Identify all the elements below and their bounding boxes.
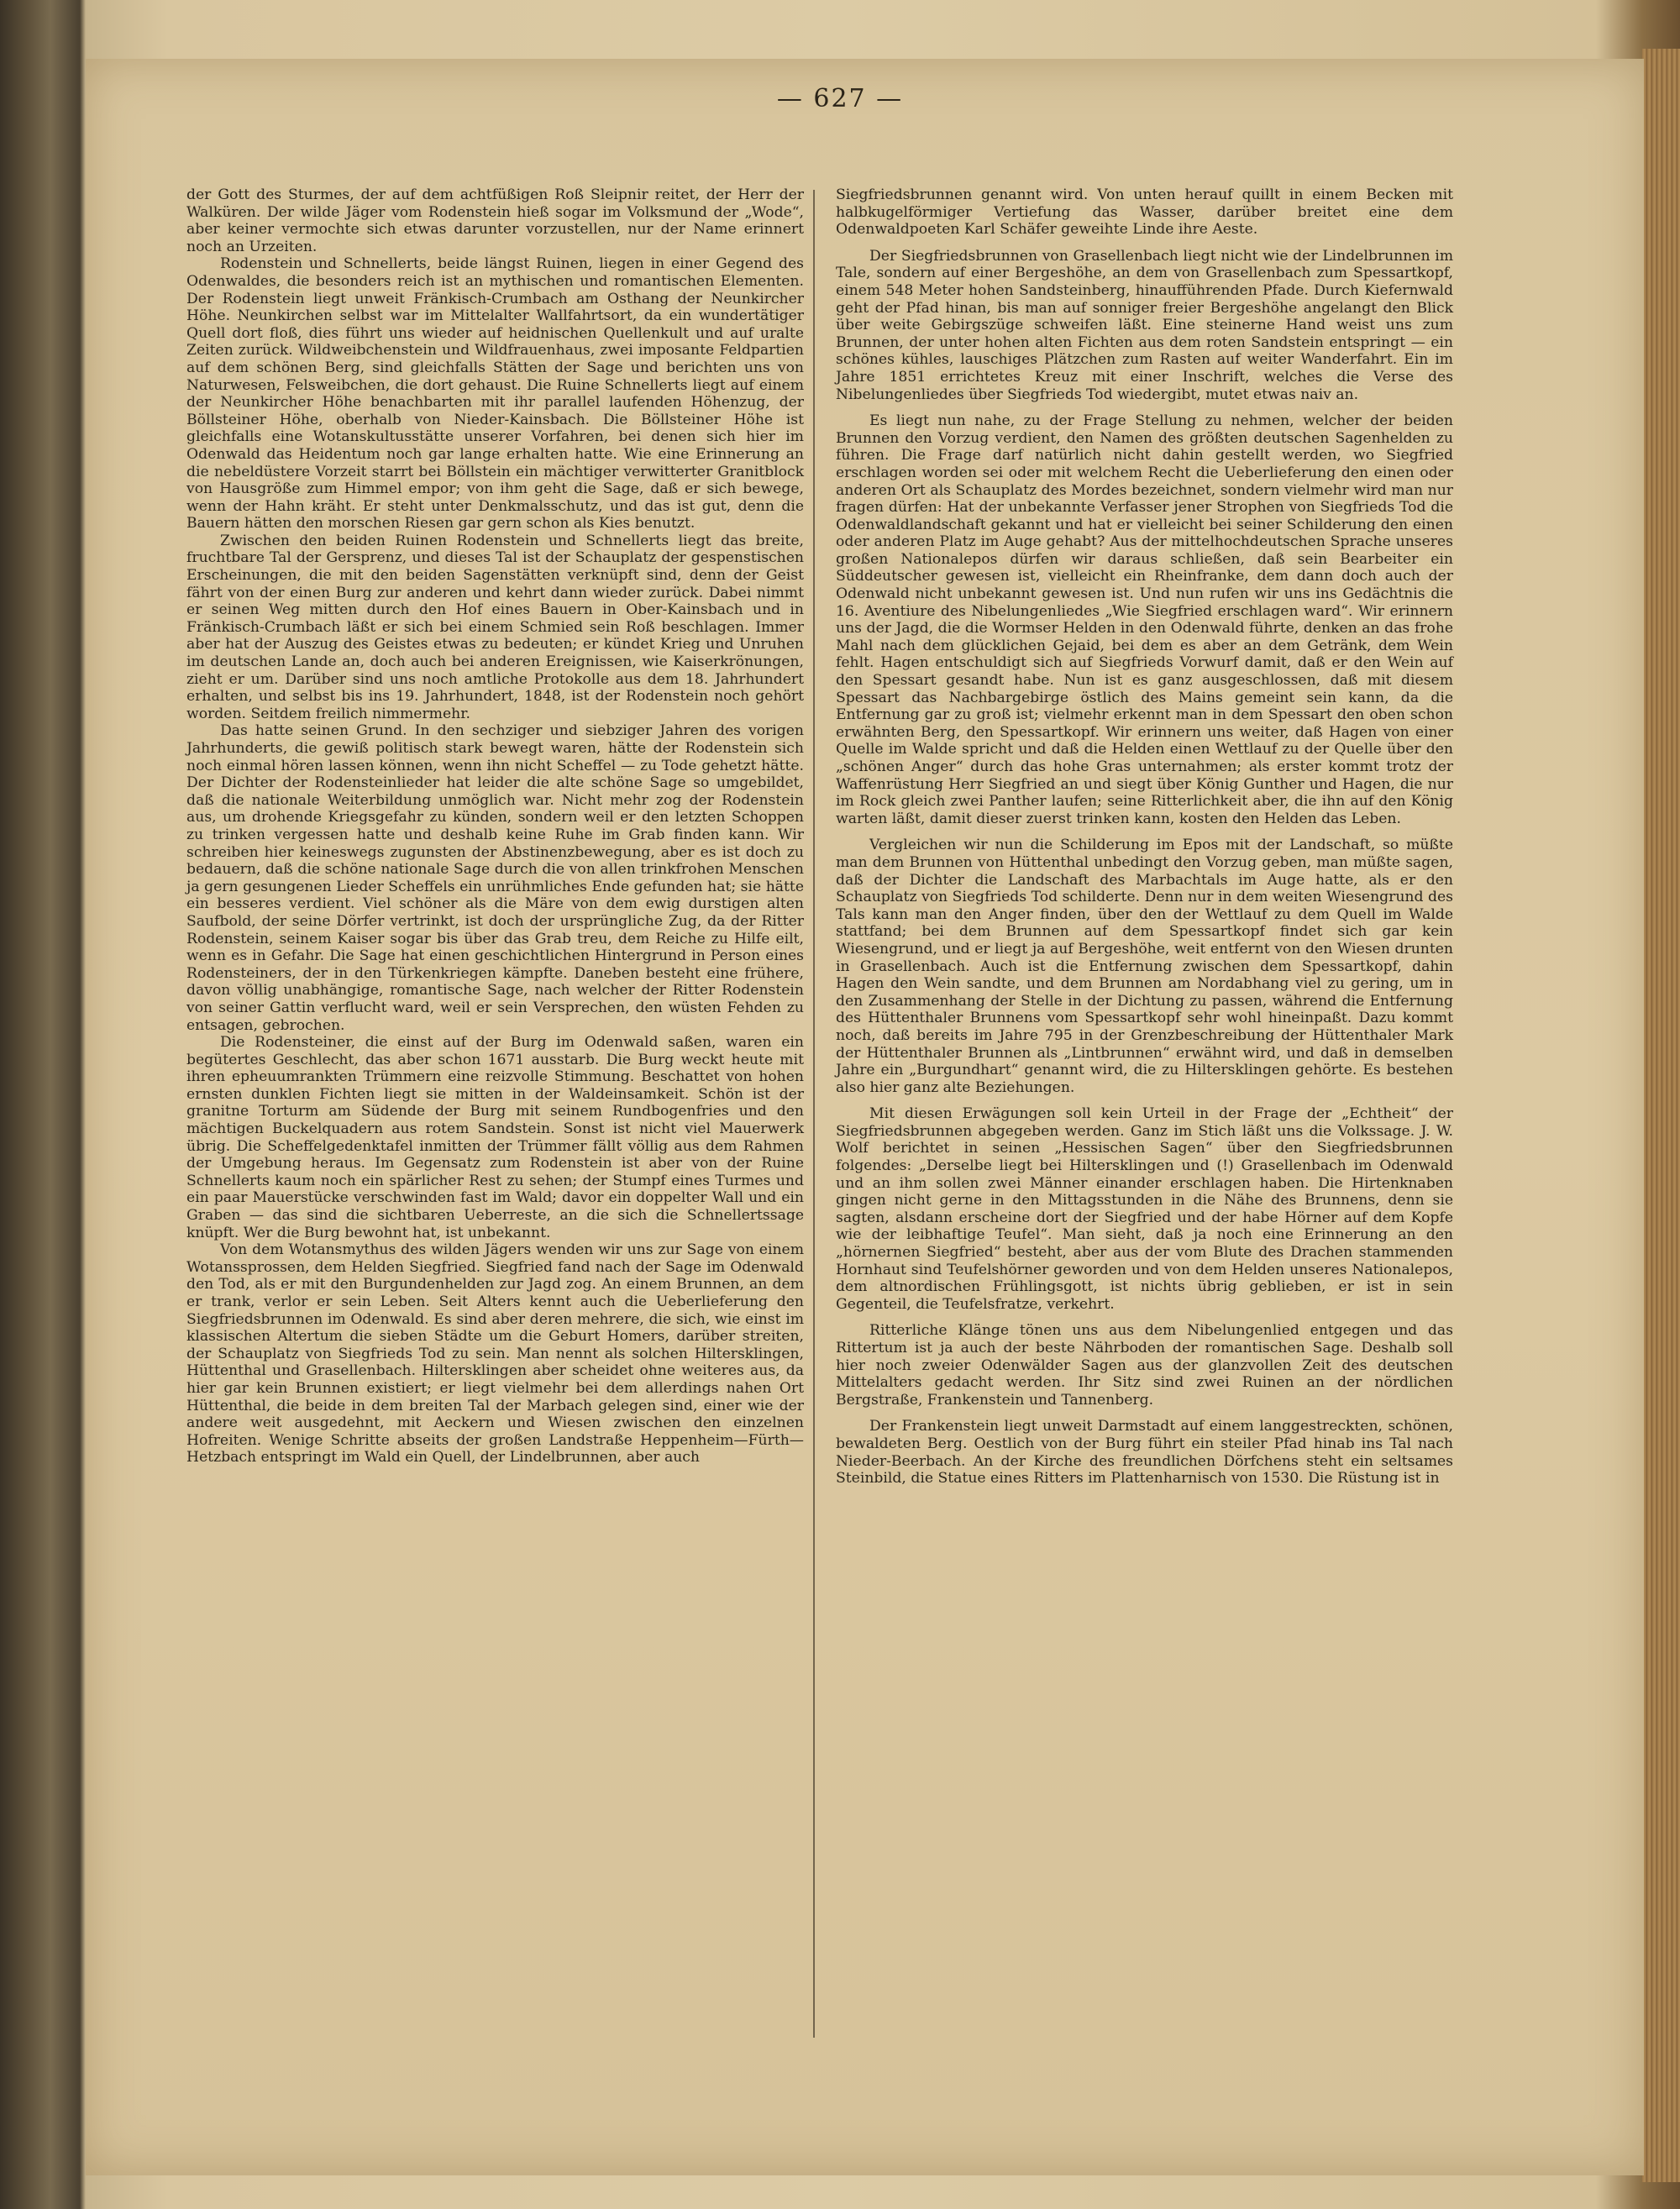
- paragraph: Der Frankenstein liegt unweit Darmstadt auf einem langgestreckten, schönen, bewaldeten Berg. Oestlich von der Burg führt ein steiler Pfad hinab ins Tal nach Nieder-Beerbach. An der Kirche des freundlichen Dörfchens steht ein seltsames Steinbild, die Statue eines Ritters im Plattenharnisch von 1530. Die Rüstung ist in: [836, 1418, 1453, 1488]
- paragraph: Die Rodensteiner, die einst auf der Burg im Odenwald saßen, waren ein begütertes Geschlecht, das aber schon 1671 ausstarb. Die Burg weckt heute mit ihren epheuumrankten Trümmern eine reizvolle Stimmung. Beschattet von hohen ernsten dunklen Fichten liegt sie mitten in der Waldeinsamkeit. Schön ist der granitne Torturm am Südende der Burg mit seinem Rundbogenfries und den mächtigen Buckelquadern aus rotem Sandstein. Sonst ist nicht viel Mauerwerk übrig. Die Scheffelgedenktafel inmitten der Trümmer fällt völlig aus dem Rahmen der Umgebung heraus. Im Gegensatz zum Rodenstein ist aber von der Ruine Schnellerts kaum noch ein spärlicher Rest zu sehen; der Stumpf eines Turmes und ein paar Mauerstücke verschwinden fast im Wald; davor ein doppelter Wall und ein Graben — das sind die sichtbaren Ueberreste, an die sich die Schnellertssage knüpft. Wer die Burg bewohnt hat, ist unbekannt.: [186, 1034, 804, 1241]
- paragraph: Von dem Wotansmythus des wilden Jägers wenden wir uns zur Sage von einem Wotanssprossen, dem Helden Siegfried. Siegfried fand nach der Sage im Odenwald den Tod, als er mit den Burgundenhelden zur Jagd zog. An einem Brunnen, an dem er trank, verlor er sein Leben. Seit Alters kennt auch die Ueberlieferung den Siegfriedsbrunnen im Odenwald. Es sind aber deren mehrere, die sich, wie einst im klassischen Altertum die sieben Städte um die Geburt Homers, darüber streiten, der Schauplatz von Siegfrieds Tod zu sein. Man nennt als solchen Hiltersklingen, Hüttenthal und Grasellenbach. Hiltersklingen aber scheidet ohne weiteres aus, da hier gar kein Brunnen existiert; er liegt vielmehr bei dem allerdings nahen Ort Hüttenthal, die beide in dem breiten Tal der Marbach gelegen sind, einer wie der andere weit ausgedehnt, mit Aeckern und Wiesen zwischen den einzelnen Hofreiten. Wenige Schritte abseits der großen Landstraße Heppenheim—Fürth—Hetzbach entspringt im Wald ein Quell, der Lindelbrunnen, aber auch: [186, 1241, 804, 1467]
- page-number: — 627 —: [776, 84, 904, 113]
- paragraph: Der Siegfriedsbrunnen von Grasellenbach liegt nicht wie der Lindelbrunnen im Tale, sondern auf einer Bergeshöhe, an dem von Grasellenbach zum Spessartkopf, einem 548 Meter hohen Sandsteinberg, hinaufführenden Pfade. Durch Kiefernwald geht der Pfad hinan, bis man auf sonniger freier Bergeshöhe angelangt den Blick über weite Gebirgszüge schweifen läßt. Eine steinerne Hand weist uns zum Brunnen, der unter hohen alten Fichten aus dem roten Sandstein entspringt — ein schönes kühles, lauschiges Plätzchen zum Rasten auf weiter Wanderfahrt. Ein im Jahre 1851 errichtetes Kreuz mit einer Inschrift, welches die Verse des Nibelungenliedes über Siegfrieds Tod wiedergibt, mutet etwas naiv an.: [836, 247, 1453, 403]
- page-edge-stack: [1642, 49, 1680, 2182]
- paragraph: Es liegt nun nahe, zu der Frage Stellung zu nehmen, welcher der beiden Brunnen den Vorzug verdient, den Namen des größten deutschen Sagenhelden zu führen. Die Frage darf natürlich nicht dahin gestellt werden, wo Siegfried erschlagen worden sei oder mit welchem Recht die Ueberlieferung den einen oder anderen Ort als Schauplatz des Mordes bezeichnet, sondern vielmehr wird man nur fragen dürfen: Hat der unbekannte Verfasser jener Strophen von Siegfrieds Tod die Odenwaldlandschaft gekannt und hat er vielleicht bei seiner Schilderung den einen oder anderen Platz im Auge gehabt? Aus der mittelhochdeutschen Sprache unseres großen Nationalepos dürfen wir daraus schließen, daß sein Bearbeiter ein Süddeutscher gewesen ist, vielleicht ein Rheinfranke, dem dann doch auch der Odenwald nicht unbekannt gewesen ist. Und nun rufen wir uns ins Gedächtnis die 16. Aventiure des Nibelungenliedes „Wie Siegfried erschlagen ward“. Wir erinnern uns der Jagd, die die Wormser Helden in den Odenwald führte, denken an das frohe Mahl nach dem glücklichen Gejaid, bei dem es aber an dem Getränk, dem Wein fehlt. Hagen entschuldigt sich auf Siegfrieds Vorwurf damit, daß er den Wein auf den Spessart gesandt habe. Nun ist es ganz ausgeschlossen, daß mit diesem Spessart das Nachbargebirge östlich des Mains gemeint sein kann, da die Entfernung gar zu groß ist; vielmehr erkennt man in dem Spessart den oben schon erwähnten Berg, den Spessartkopf. Wir erinnern uns weiter, daß Hagen von einer Quelle im Walde spricht und daß die Helden einen Wettlauf zu der Quelle über den „schönen Anger“ durch das hohe Gras unternahmen; als erster kommt trotz der Waffenrüstung Herr Siegfried an und siegt über König Gunther und Hagen, die nur im Rock gleich zwei Panther laufen; seine Ritterlichkeit aber, die ihn auf den König warten läßt, damit dieser zuerst trinken kann, kosten den Helden das Leben.: [836, 412, 1453, 827]
- paragraph: Das hatte seinen Grund. In den sechziger und siebziger Jahren des vorigen Jahrhunderts, die gewiß politisch stark bewegt waren, hätte der Rodenstein sich noch einmal hören lassen können, wenn ihn nicht Scheffel — zu Tode gehetzt hätte. Der Dichter der Rodensteinlieder hat leider die alte schöne Sage so umgebildet, daß die nationale Weiterbildung unmöglich war. Nicht mehr zog der Rodenstein aus, um drohende Kriegsgefahr zu künden, sondern weil er den letzten Schoppen zu trinken vergessen hatte und deshalb keine Ruhe im Grab finden kann. Wir schreiben hier keineswegs zugunsten der Abstinenzbewegung, aber es ist doch zu bedauern, daß die schöne nationale Sage durch die von allen trinkfrohen Menschen ja gern gesungenen Lieder Scheffels ein unrühmliches Ende gefunden hat; sie hätte ein besseres verdient. Viel schöner als die Märe von dem ewig durstigen alten Saufbold, der seine Dörfer vertrinkt, ist doch der ursprüngliche Zug, da der Ritter Rodenstein, seinem Kaiser sogar bis über das Grab treu, dem Reiche zu Hilfe eilt, wenn es in Gefahr. Die Sage hat einen geschichtlichen Hintergrund in Person eines Rodensteiners, der in den Türkenkriegen kämpfte. Daneben besteht eine frühere, davon völlig unabhängige, romantische Sage, nach welcher der Ritter Rodenstein von seiner Gattin verflucht ward, weil er sein Versprechen, den wüsten Fehden zu entsagen, gebrochen.: [186, 722, 804, 1034]
- paragraph: Ritterliche Klänge tönen uns aus dem Nibelungenlied entgegen und das Rittertum ist ja auch der beste Nährboden der romantischen Sage. Deshalb soll hier noch zweier Odenwälder Sagen aus der glanzvollen Zeit des deutschen Mittelalters gedacht werden. Ihr Sitz sind zwei Ruinen an der nördlichen Bergstraße, Frankenstein und Tannenberg.: [836, 1322, 1453, 1409]
- paragraph: Mit diesen Erwägungen soll kein Urteil in der Frage der „Echtheit“ der Siegfriedsbrunnen abgegeben werden. Ganz im Stich läßt uns die Volkssage. J. W. Wolf berichtet in seinen „Hessischen Sagen“ über den Siegfriedsbrunnen folgendes: „Derselbe liegt bei Hiltersklingen und (!) Grasellenbach im Odenwald und an ihm sollen zwei Männer einander erschlagen haben. Die Hirtenknaben gingen nicht gerne in den Mittagsstunden in die Nähe des Brunnens, denn sie sagten, alsdann erscheine dort der Siegfried und der habe Hörner auf dem Kopfe wie der leibhaftige Teufel“. Man sieht, daß ja noch eine Erinnerung an den „hörnernen Siegfried“ besteht, aber aus der vom Blute des Drachen stammenden Hornhaut sind Teufelshörner geworden und von dem Helden unseres Nationalepos, dem altnordischen Frühlingsgott, ist nichts übrig geblieben, er ist in sein Gegenteil, die Teufelsfratze, verkehrt.: [836, 1105, 1453, 1313]
- paragraph: Siegfriedsbrunnen genannt wird. Von unten herauf quillt in einem Becken mit halbkugelförmiger Vertiefung das Wasser, darüber breitet eine dem Odenwaldpoeten Karl Schäfer geweihte Linde ihre Aeste.: [836, 186, 1453, 239]
- left-column: [186, 186, 804, 1467]
- right-column: [836, 186, 1453, 1488]
- paragraph: Zwischen den beiden Ruinen Rodenstein und Schnellerts liegt das breite, fruchtbare Tal der Gersprenz, und dieses Tal ist der Schauplatz der gespenstischen Erscheinungen, die mit den beiden Sagenstätten verknüpft sind, denn der Geist fährt von der einen Burg zur anderen und kehrt dann wieder zurück. Dabei nimmt er seinen Weg mitten durch den Hof eines Bauern in Ober-Kainsbach und in Fränkisch-Crumbach läßt er sich bei einem Schmied sein Roß beschlagen. Immer aber hat der Auszug des Geistes etwas zu bedeuten; er kündet Krieg und Unruhen im deutschen Lande an, doch auch bei anderen Ereignissen, wie Kaiserkrönungen, zieht er um. Darüber sind uns noch amtliche Protokolle aus dem 18. Jahrhundert erhalten, und selbst bis ins 19. Jahrhundert, 1848, ist der Rodenstein noch gehört worden. Seitdem freilich nimmermehr.: [186, 532, 804, 722]
- column-divider: [813, 190, 815, 2038]
- paragraph: Rodenstein und Schnellerts, beide längst Ruinen, liegen in einer Gegend des Odenwaldes, die besonders reich ist an mythischen und romantischen Elementen. Der Rodenstein liegt unweit Fränkisch-Crumbach am Osthang der Neunkircher Höhe. Neunkirchen selbst war im Mittelalter Wallfahrtsort, da ein wundertätiger Quell dort floß, dies führt uns wieder auf heidnischen Quellenkult und auf uralte Zeiten zurück. Wildweibchenstein und Wildfrauenhaus, zwei imposante Feldpartien auf dem schönen Berg, sind gleichfalls Stätten der Sage und berichten uns von Naturwesen, Felsweibchen, die dort gehaust. Die Ruine Schnellerts liegt auf einem der Neunkircher Höhe benachbarten mit ihr parallel laufenden Höhenzug, der Böllsteiner Höhe, oberhalb von Nieder-Kainsbach. Die Böllsteiner Höhe ist gleichfalls eine Wotanskultusstätte unserer Vorfahren, bei denen sich hier im Odenwald das Heidentum noch gar lange erhalten hatte. Wie eine Erinnerung an die nebeldüstere Vorzeit starrt bei Böllstein ein mächtiger verwitterter Granitblock von Hausgröße zum Himmel empor; von ihm geht die Sage, daß er sich bewege, wenn der Hahn kräht. Er steht unter Denkmalsschutz, und das ist gut, denn die Bauern hätten den morschen Riesen gar gern schon als Kies benutzt.: [186, 255, 804, 533]
- paragraph: der Gott des Sturmes, der auf dem achtfüßigen Roß Sleipnir reitet, der Herr der Walküren. Der wilde Jäger vom Rodenstein hieß sogar im Volksmund der „Wode“, aber keiner vermochte sich etwas darunter vorzustellen, nur der Name erinnert noch an Urzeiten.: [186, 186, 804, 255]
- paragraph: Vergleichen wir nun die Schilderung im Epos mit der Landschaft, so müßte man dem Brunnen von Hüttenthal unbedingt den Vorzug geben, man müßte sagen, daß der Dichter die Landschaft des Marbachtals im Auge hatte, als er den Schauplatz von Siegfrieds Tod schilderte. Denn nur in dem weiten Wiesengrund des Tals kann man den Anger finden, über den der Wettlauf zu dem Quell im Walde stattfand; bei dem Brunnen auf dem Spessartkopf findet sich gar kein Wiesengrund, und er liegt ja auf Bergeshöhe, weit entfernt von den Wiesen drunten in Grasellenbach. Auch ist die Entfernung zwischen dem Spessartkopf, dahin Hagen den Wein sandte, und dem Brunnen am Nordabhang viel zu gering, um in den Zusammenhang der Stelle in der Dichtung zu passen, während die Entfernung des Hüttenthaler Brunnens vom Spessartkopf sehr wohl hineinpaßt. Dazu kommt noch, daß bereits im Jahre 795 in der Grenzbeschreibung der Hüttenthaler Mark der Hüttenthaler Brunnen als „Lintbrunnen“ erwähnt wird, und daß in demselben Jahre ein „Burgundhart“ genannt wird, die zu Hiltersklingen gehörte. Es bestehen also hier ganz alte Beziehungen.: [836, 837, 1453, 1096]
